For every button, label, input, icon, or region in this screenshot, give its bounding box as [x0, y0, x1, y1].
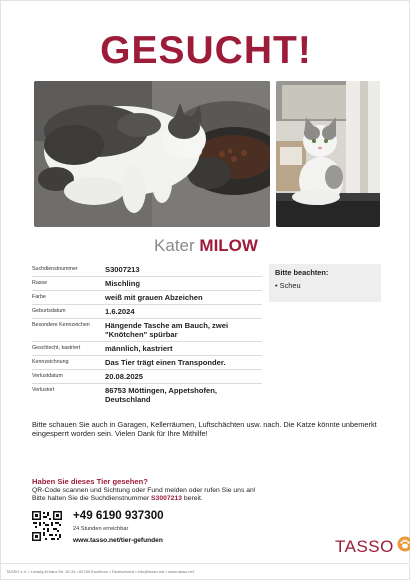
- fact-row-geburtsdatum: [32, 305, 262, 319]
- notice-box: [269, 264, 381, 302]
- fact-label: Verlustdatum: [32, 373, 63, 379]
- fact-label: Kennzeichnung: [32, 359, 69, 365]
- fact-label: Farbe: [32, 294, 46, 300]
- fact-label: Geburtsdatum: [32, 308, 66, 314]
- qr-code[interactable]: [31, 510, 63, 542]
- fact-value: Mischling: [105, 279, 141, 288]
- headline: GESUCHT!: [100, 29, 312, 72]
- found-line-2: [32, 495, 332, 503]
- fact-row-rasse: [32, 277, 262, 291]
- notice-item-text: Scheu: [279, 281, 301, 290]
- notice-item: • Scheu: [275, 281, 301, 290]
- found-reference-number: S3007213: [151, 495, 183, 503]
- fact-row-suchdienstnummer: [32, 263, 262, 277]
- contact-phone[interactable]: +49 6190 937300: [73, 509, 164, 522]
- fact-label: Suchdienstnummer: [32, 266, 78, 272]
- fact-value: männlich, kastriert: [105, 344, 173, 353]
- fact-value: Hängende Tasche am Bauch, zwei "Knötchen" spürbar: [105, 321, 229, 339]
- fact-label: Verlustort: [32, 387, 55, 393]
- paw-icon: [397, 536, 410, 557]
- logo-wordmark: TASSO: [335, 536, 394, 556]
- found-line-2-end: bereit.: [182, 495, 203, 503]
- fact-row-kennzeichnung: [32, 356, 262, 370]
- fact-row-geschlecht: [32, 342, 262, 356]
- notice-title: Bitte beachten:: [275, 268, 329, 277]
- footer-address: TASSO e.V. • Ludwig-Erhard-Str. 30-34 • 65760 Eschborn • Deutschland • info@tasso.net • www.tasso.net: [6, 569, 194, 574]
- fact-row-kennzeichen: [32, 319, 262, 342]
- contact-hours: 24 Stunden erreichbar: [73, 526, 129, 532]
- facts-table: [32, 263, 262, 406]
- fact-value: weiß mit grauen Abzeichen: [105, 293, 203, 302]
- fact-label: Rasse: [32, 280, 48, 286]
- fact-row-verlustdatum: [32, 370, 262, 384]
- found-instructions: [32, 487, 332, 504]
- found-title: Haben Sie dieses Tier gesehen?: [32, 477, 148, 486]
- footer: [1, 563, 410, 580]
- found-line-1: QR-Code scannen und Sichtung oder Fund melden oder rufen Sie uns an!: [32, 487, 256, 494]
- fact-label: Geschlecht, kastriert: [32, 345, 81, 351]
- cat-photo-eating: [34, 81, 270, 227]
- fact-row-verlustort: [32, 384, 262, 406]
- fact-row-farbe: [32, 291, 262, 305]
- tasso-logo: [335, 536, 410, 557]
- animal-name: [1, 236, 410, 256]
- found-line-2-start: Bitte halten Sie die Suchdienstnummer: [32, 495, 152, 503]
- fact-label: Besondere Kennzeichen: [32, 322, 90, 328]
- contact-url[interactable]: www.tasso.net/tier-gefunden: [73, 537, 163, 544]
- fact-value: 20.08.2025: [105, 372, 144, 381]
- animal-name-value: MILOW: [199, 236, 258, 255]
- cat-photo-window: [276, 81, 380, 227]
- fact-value: 1.6.2024: [105, 307, 135, 316]
- appeal-text: Bitte schauen Sie auch in Garagen, Kellerräumen, Luftschächten usw. nach. Die Katze könnte unbemerkt eingesperrt worden sein. Vielen Dank für Ihre Mithilfe!: [32, 420, 377, 439]
- fact-value: 86753 Möttingen, Appetshofen, Deutschland: [105, 386, 217, 404]
- animal-species: Kater: [154, 236, 195, 255]
- fact-value: S3007213: [105, 265, 140, 274]
- fact-value: Das Tier trägt einen Transponder.: [105, 358, 226, 367]
